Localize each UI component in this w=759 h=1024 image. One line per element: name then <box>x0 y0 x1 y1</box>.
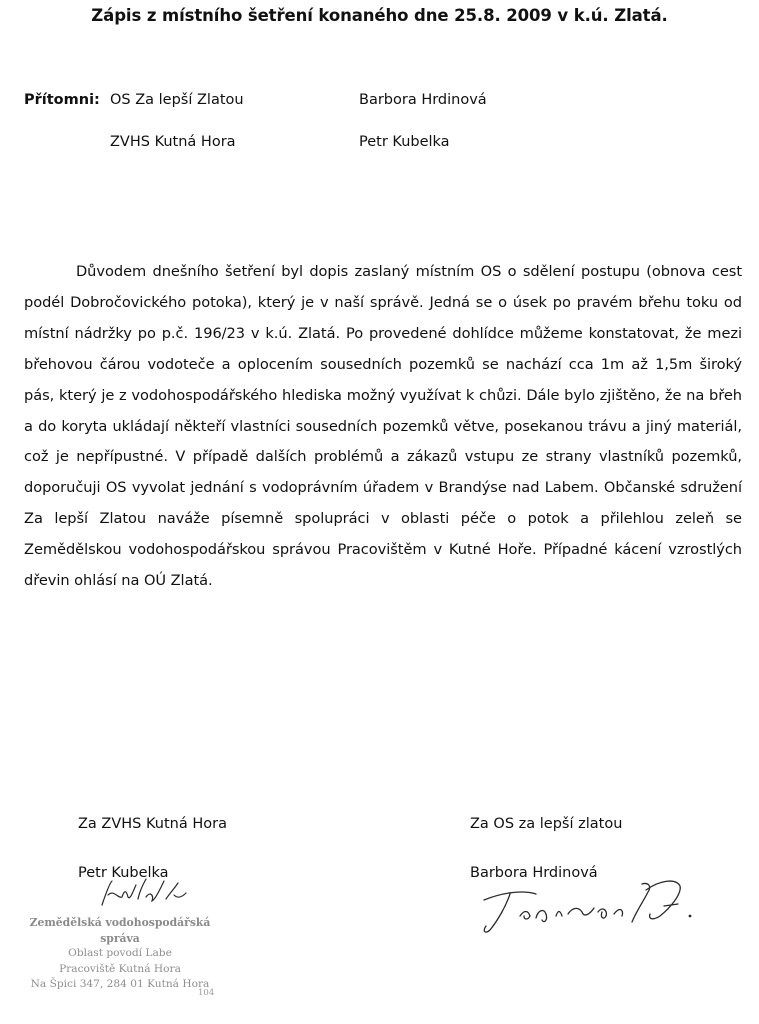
right-handwritten-signature <box>464 870 700 940</box>
office-stamp <box>8 915 232 993</box>
attendee-person-2: Petr Kubelka <box>359 134 450 150</box>
attendee-person-1: Barbora Hrdinová <box>359 92 487 108</box>
attendee-org-2: ZVHS Kutná Hora <box>110 134 236 150</box>
left-signature-name: Petr Kubelka <box>78 865 169 881</box>
right-signature-name: Barbora Hrdinová <box>470 865 598 881</box>
stamp-line-3: Pracoviště Kutná Hora <box>59 962 181 975</box>
stamp-line-2: Oblast povodí Labe <box>68 947 172 959</box>
left-signature-org: Za ZVHS Kutná Hora <box>78 816 227 832</box>
attendees-label: Přítomni: <box>24 92 100 108</box>
stamp-line-4: Na Špici 347, 284 01 Kutná Hora <box>30 978 210 990</box>
left-handwritten-signature <box>96 875 192 915</box>
stamp-number: 104 <box>198 988 215 998</box>
body-paragraph: Důvodem dnešního šetření byl dopis zaslaný místním OS o sdělení postupu (obnova cest podél Dobročovického potoka), který je v naší správě. Jedná se o úsek po pravém břehu toku od místní nádržky po p.č. 196/23 v k.ú. Zlatá. Po provedené dohlídce můžeme konstatovat, že mezi břehovou čárou vodoteče a oplocením sousedních pozemků se nachází cca 1m až 1,5m široký pás, který je z vodohospodářského hlediska možný využívat k chůzi. Dále bylo zjištěno, že na břeh a do koryta ukládají někteří vlastníci sousedních pozemků větve, posekanou trávu a jiný materiál, což je nepřípustné. V případě dalších problémů a zákazů vstupu ze strany vlastníků pozemků, doporučuji OS vyvolat jednání s vodoprávním úřadem v Brandýse nad Labem. Občanské sdružení Za lepší Zlatou naváže písemně spolupráci v oblasti péče o potok a přilehlou zeleň se Zemědělskou vodohospodářskou správou Pracovištěm v Kutné Hoře. Případné kácení vzrostlých dřevin ohlásí na OÚ Zlatá. <box>24 263 742 590</box>
stamp-line-1: Zemědělská vodohospodářská správa <box>29 916 211 945</box>
document-title: Zápis z místního šetření konaného dne 25.8. 2009 v k.ú. Zlatá. <box>91 6 668 25</box>
attendee-org-1: OS Za lepší Zlatou <box>110 92 244 108</box>
right-signature-org: Za OS za lepší zlatou <box>470 816 623 832</box>
